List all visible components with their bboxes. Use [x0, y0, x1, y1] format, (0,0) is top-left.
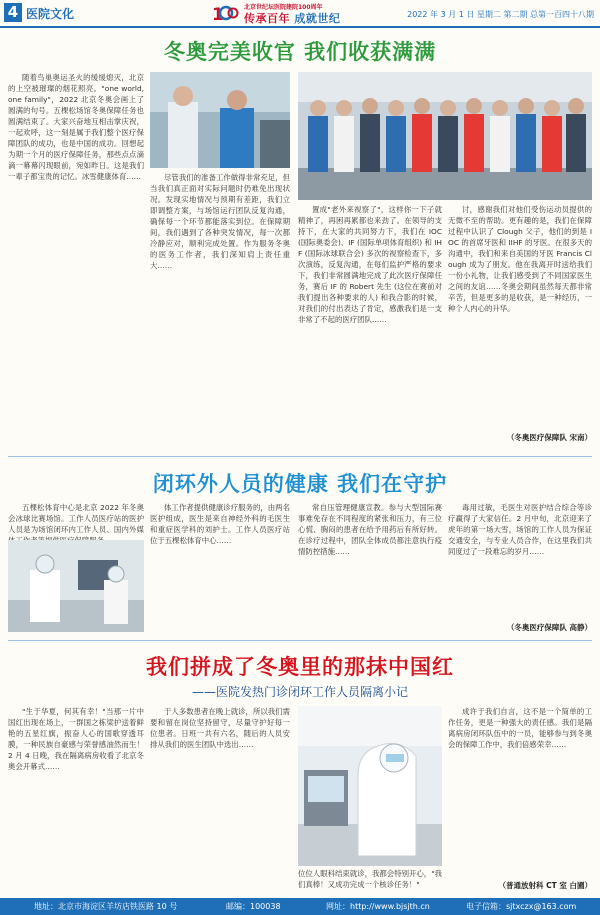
dateline: 2022 年 3 月 1 日 星期二 第二期 总第一百四十八期 — [407, 10, 594, 19]
slogan-top: 北京世纪坛医院建院100周年 — [244, 4, 323, 11]
header-rule — [0, 26, 600, 28]
article1-col1 — [8, 72, 144, 445]
article1-headline: 冬奥完美收官 我们收获满满 — [163, 40, 437, 64]
ppe-worker-image — [298, 706, 442, 866]
svg-text:1: 1 — [212, 5, 224, 25]
team-photo-image — [298, 72, 592, 200]
footer-address: 地址：北京市海淀区羊坊店铁医路 10 号 — [34, 902, 178, 911]
article3-photo-caption-text: 位位人眼科结束就诊，我都会特别开心，"我们真棒！又成功完成一个核诊任务！" — [298, 869, 442, 889]
article3-col4-text: 成许于我们自言，这不是一个简单的工作任务，更是一种强大的责任感。我们是隔离病房闭环队伍中的一员，能够参与到冬奥会的保障工作中，我们倍感荣幸…… — [448, 707, 592, 749]
footer-bar — [0, 898, 600, 915]
slogan-b: 成就世纪 — [294, 12, 341, 25]
article3-headline: 我们拼成了冬奥里的那抹中国红 — [146, 655, 454, 679]
article3-col2-text: 于人多数患者在晚上就诊，所以我们需要和留在岗位坚持留守，尽量守护好每一位患者。日班一共有六名，随后的人员安排从我们的医生团队中选出…… — [150, 707, 290, 749]
article2-headline: 闭环外人员的健康 我们在守护 — [152, 472, 448, 496]
article2-col4 — [448, 502, 592, 618]
article2-photo — [8, 540, 144, 632]
article1-col4-text: 讨，感谢我们对他们受伤运动员提供的无微不至的帮助。更有趣的是，我们在保障过程中认识了 Clough 父子，他们的到是 IOC 的首席牙医和 IIHF 的牙医。在很多天的沟通中，我们和来自美国的牙医 Francis Clough 成为了朋友。他在我离开时送给我们一份小礼物，让我们感受到了不同国家医生之间的友谊……冬奥会期间虽然每天都非常辛苦，但是更多的是收获，是一种经历，一种个人内心的升华。 — [448, 205, 592, 313]
article2-col2-text: 体工作者提供健康诊疗服务的，由两名医护组成，医生是来自神经外科的毛医生和重症医学科的刘护士。工作人员医疗站位于五棵松体育中心…… — [150, 503, 290, 545]
article1-photo-left — [150, 72, 290, 168]
footer-postcode: 邮编：100038 — [226, 902, 281, 911]
article2-col3 — [298, 502, 442, 632]
article1-col3 — [298, 204, 442, 445]
article3-photo — [298, 706, 442, 866]
article1-col3-text: 置成"老外来视察了"，这样你一下子就精神了，再困再累都也来劲了。在领导的支持下，在大家的共同努力下，我们在 IOC (国际奥委会)、IF (国际单项体育组织) 和 IHF (国际冰球联合会) 多次的视察检查下，多次演练，反复沟通，在每们监护严格的要求下，我们非常圆满地完成了此次医疗保障任务，赛后 IF 的 Robert 先生 (这位在赛前对我们提出各种要求的人) 和我合影的时候，对我们的付出表达了肯定，感激我们是一支非常了不起的医疗团队…… — [298, 205, 442, 324]
article3-col1 — [8, 706, 144, 891]
article2-col4-text: 毒用过敏，毛医生对医护结合综合等诊疗赢得了大家信任。2 月中旬，北京迎来了虎年的第一场大雪，场馆的工作人员为保证交通安全，与专业人员合作，在这里我们共同度过了一段难忘的岁月…… — [448, 503, 592, 556]
article2-col2 — [150, 502, 290, 632]
footer-email[interactable]: 电子信箱：sjtxczx@163.com — [466, 902, 577, 911]
article2-col1-text: 五棵松体育中心是北京 2022 年冬奥会冰球比赛场馆。工作人员医疗站的医护人员是为场馆闭环内工作人员、国内外媒 — [8, 503, 144, 534]
masthead — [0, 0, 600, 26]
desk-photo-image — [8, 540, 144, 632]
article3-byline: （普通放射科 CT 室 白圃） — [498, 881, 592, 890]
article1-col1-text: 随着鸟巢奥运圣火的缓缓熄灭，北京的上空被璀璨的烟花照亮。"one world, one family"，2022 北京冬奥会画上了圆满的句号。五棵松场馆冬奥保障任务也圆满结束了。大家兴奋地互相击掌庆祝，一起欢呼，这一刻是属于我们整个医疗保障团队的成功，也是中国的成功。回想起为期一个月的医疗保障任务，那些点点滴滴一幕幕闪现眼前，宛如昨日。这是我们一辈子都宝贵的记忆。冰雪健康体育…… — [8, 73, 144, 181]
article1-col2 — [150, 172, 290, 445]
photo-staff-image — [150, 72, 290, 168]
slogan-a: 传承百年 — [244, 12, 290, 25]
centennial-logo-icon — [212, 1, 238, 25]
article3-subtitle: ——医院发热门诊闭环工作人员隔离小记 — [191, 685, 408, 699]
page-number: 4 — [4, 3, 22, 22]
article2-col1 — [8, 502, 144, 536]
article2-byline: （冬奥医疗保障队 高静） — [506, 623, 592, 632]
slogan — [244, 10, 340, 26]
article1-col4 — [448, 204, 592, 428]
article1-byline: （冬奥医疗保障队 宋南） — [506, 433, 592, 442]
separator-1 — [8, 456, 592, 457]
article2-col3-text: 常自压管理健康宣教。参与大型国际赛事难免存在不同程度的紧张和压力，有三位心慌、胸闷的患者在给予用药后有所好转。在诊疗过程中，团队全体成员都注意执行疫情防控措施…… — [298, 503, 442, 556]
article1-col2-text: 尽管我们的准备工作做得非常充足，但当我们真正面对实际问题时仍难免出现状况。发现实地情况与预期有差距，我们立即调整方案，与场馆运行团队反复沟通，确保每一个环节都能落实到位。在保障期间，我们遇到了各种突发情况，每一次都冷静应对，顺利完成处置。作为服务冬奥的医务工作者，我们深知肩上责任重大…… — [150, 173, 290, 270]
article3-col1-text: "生于华夏，何其有幸！"当那一片中国红出现在场上，一群国之栋梁护送着鲜艳的五星红旗，振奋人心的国歌穿透耳膜，一种民族自豪感与荣誉感油然而生！2 月 4 日晚，我在隔离病房收看了北京冬奥会开幕式…… — [8, 707, 144, 771]
section-title: 医院文化 — [26, 7, 75, 21]
article3-photo-caption — [298, 868, 442, 894]
article3-col2 — [150, 706, 290, 891]
footer-website[interactable]: 网址：http://www.bjsjth.cn — [326, 902, 430, 911]
article3-col4 — [448, 706, 592, 874]
article1-team-photo — [298, 72, 592, 200]
separator-2 — [8, 640, 592, 641]
